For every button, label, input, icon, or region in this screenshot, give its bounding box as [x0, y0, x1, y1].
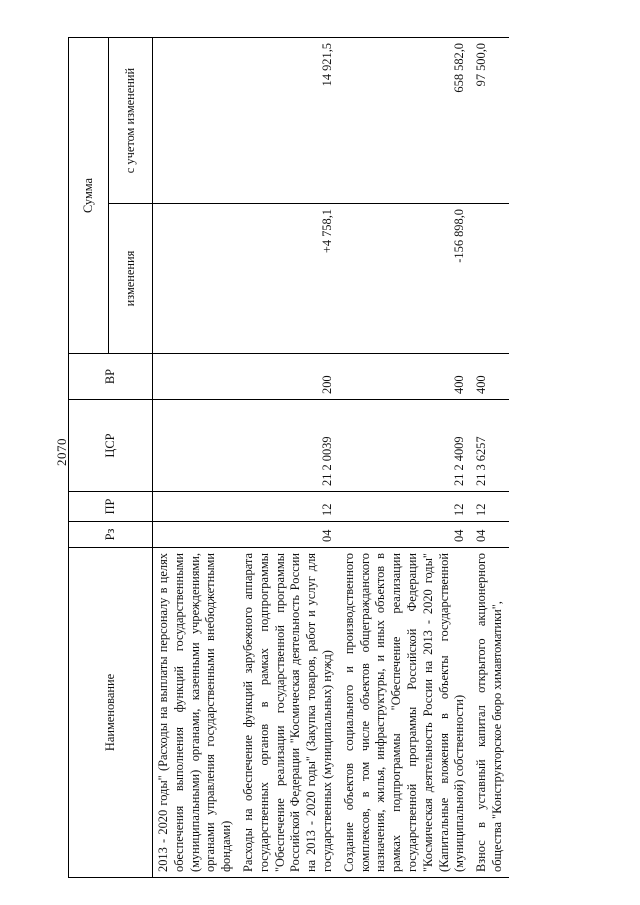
header-csr: ЦСР: [69, 400, 153, 492]
row-csr: 21 2 4009: [339, 400, 471, 492]
row-vr: 400: [339, 354, 471, 400]
row-csr: 21 2 0039: [238, 400, 339, 492]
row-change: [471, 204, 509, 354]
header-vr: ВР: [69, 354, 153, 400]
table-row: [339, 38, 471, 878]
table-row: [471, 38, 509, 878]
row-with-change: 658 582,0: [339, 38, 471, 204]
header-pr: ПР: [69, 492, 153, 522]
row-pr: 12: [238, 492, 339, 522]
table-header: [69, 38, 153, 878]
row-change: -156 898,0: [339, 204, 471, 354]
row-pr: 12: [339, 492, 471, 522]
row-name: 2013 - 2020 годы" (Расходы на выплаты персоналу в целях обеспечения выполнения функций государственными (муниципальными) органами, казенными учреждениями, органами управления государственными внебюджетными фондами): [153, 548, 238, 878]
row-with-change: [153, 38, 238, 204]
row-rz: 04: [238, 522, 339, 548]
row-name: Расходы на обеспечение функций зарубежного аппарата государственных органов в рамках подпрограммы "Обеспечение реализации государственной программы Российской Федерации "Космическая деятельность России на 2013 - 2020 годы" (Закупка товаров, работ и услуг для государственных (муниципальных) нужд): [238, 548, 339, 878]
row-pr: 12: [471, 492, 509, 522]
row-vr: [153, 354, 238, 400]
budget-table-sheet: [68, 38, 608, 878]
row-csr: [153, 400, 238, 492]
row-csr: 21 3 6257: [471, 400, 509, 492]
header-sum: Сумма: [69, 38, 109, 354]
row-vr: 400: [471, 354, 509, 400]
row-rz: 04: [339, 522, 471, 548]
row-change: [153, 204, 238, 354]
header-with-change: с учетом изменений: [109, 38, 153, 204]
header-rz: Рз: [69, 522, 153, 548]
row-vr: 200: [238, 354, 339, 400]
header-change: изменения: [109, 204, 153, 354]
row-name: Взнос в уставный капитал открытого акционерного общества "Конструкторское бюро химавтоматики",: [471, 548, 509, 878]
table-row: [238, 38, 339, 878]
page-number: 2070: [54, 438, 69, 466]
row-rz: [153, 522, 238, 548]
row-pr: [153, 492, 238, 522]
row-with-change: 14 921,5: [238, 38, 339, 204]
row-name: Создание объектов социального и производственного комплексов, в том числе объектов общегражданского назначения, жилья, инфраструктуры, и иных объектов в рамках подпрограммы "Обеспечение реализации государственной программы Российской Федерации "Космическая деятельность России на 2013 - 2020 годы" (Капитальные вложения в объекты государственной (муниципальной) собственности): [339, 548, 471, 878]
row-rz: 04: [471, 522, 509, 548]
budget-table: [68, 37, 509, 878]
table-row: [153, 38, 238, 878]
row-with-change: 97 500,0: [471, 38, 509, 204]
header-name: Наименование: [69, 548, 153, 878]
row-change: +4 758,1: [238, 204, 339, 354]
